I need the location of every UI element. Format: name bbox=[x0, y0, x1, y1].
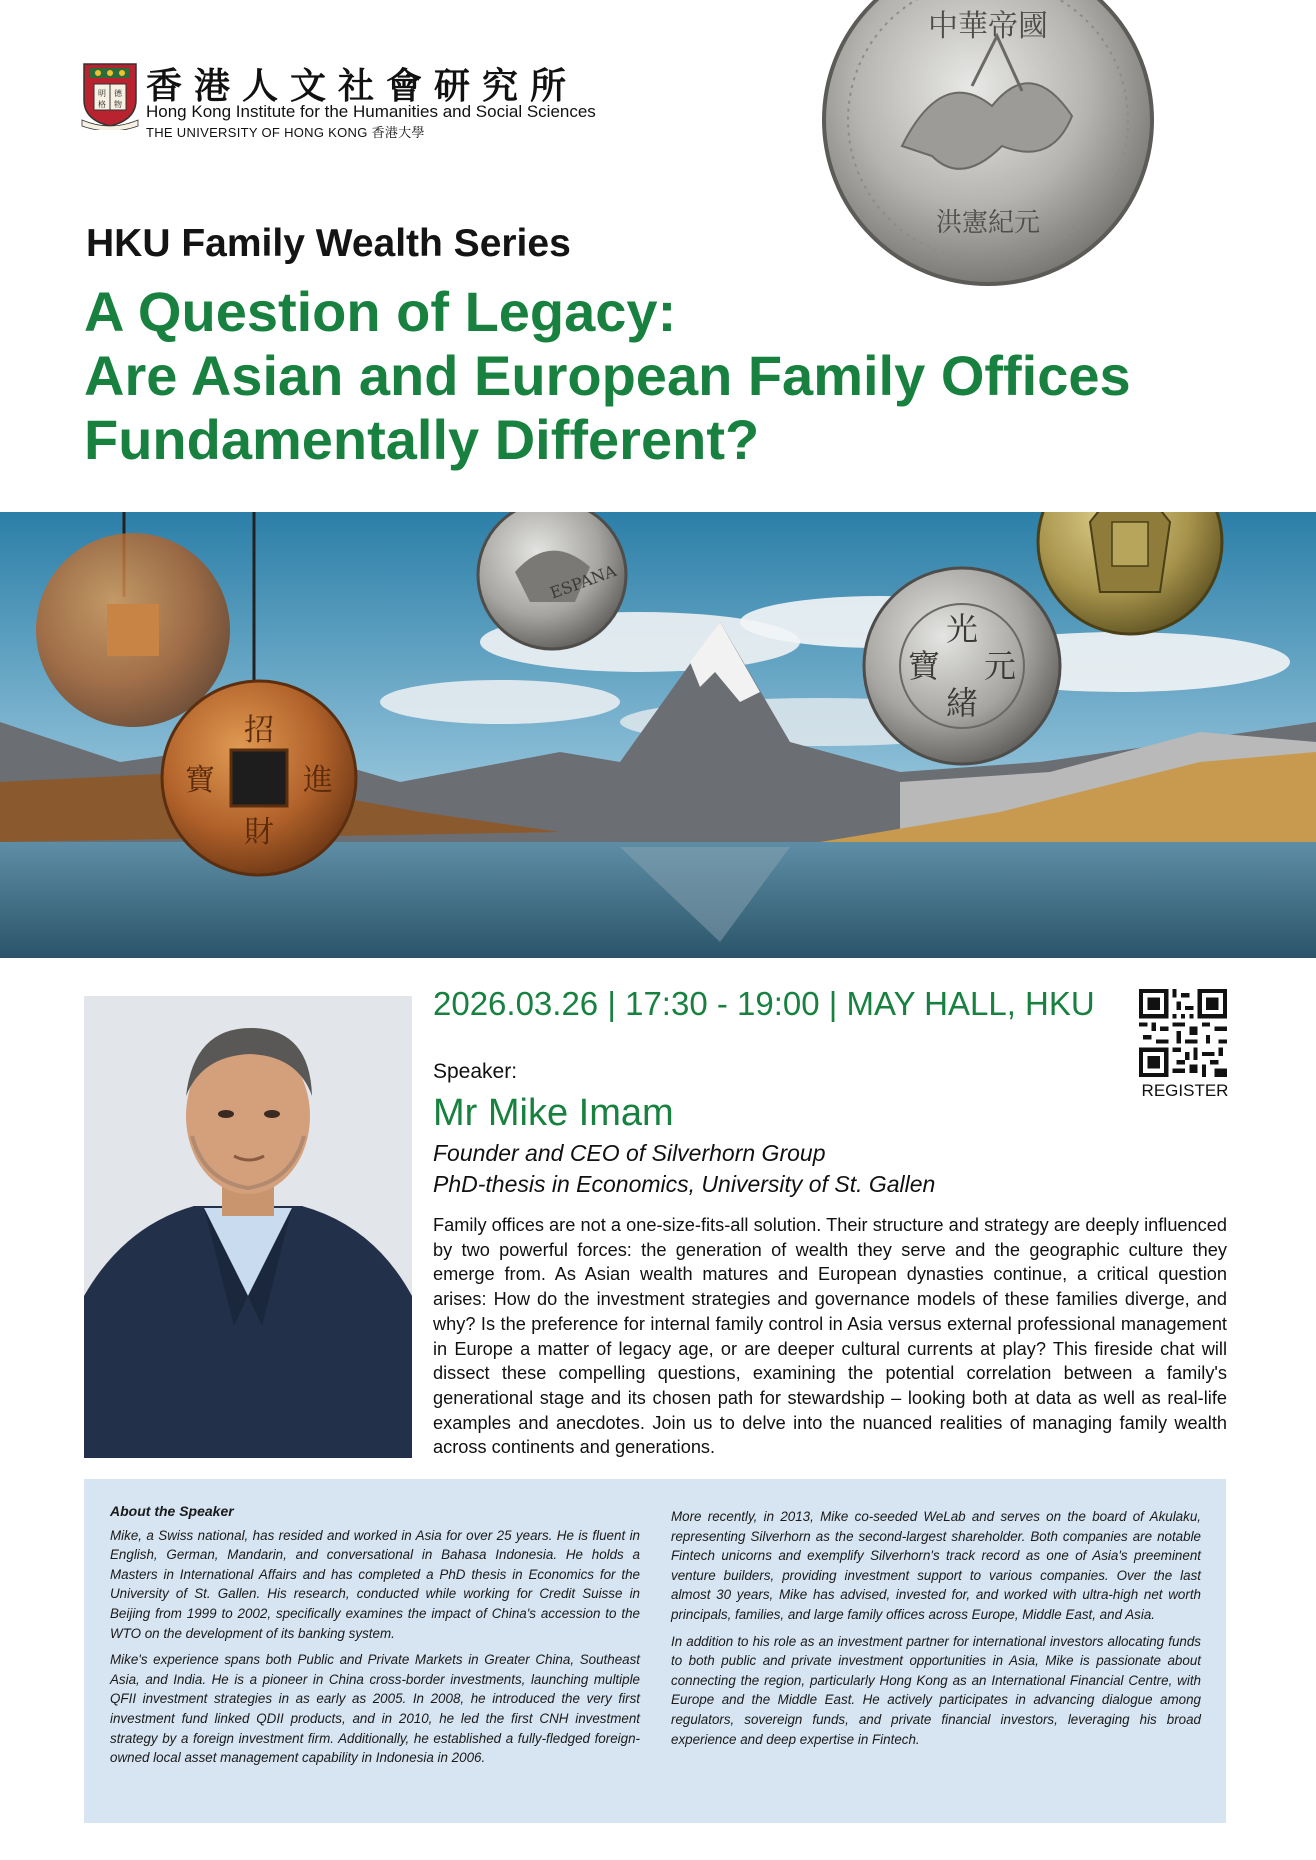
coin-char-left: 寶 bbox=[185, 763, 215, 798]
register-label[interactable]: REGISTER bbox=[1141, 1081, 1229, 1100]
top-coin-bottom-text: 洪憲紀元 bbox=[935, 208, 1041, 238]
about-speaker-section bbox=[84, 1479, 1226, 1823]
about-heading: About the Speaker bbox=[110, 1503, 234, 1519]
about-column-left bbox=[110, 1502, 640, 1775]
event-time: 17:30 - 19:00 bbox=[625, 985, 820, 1022]
svg-text:德: 德 bbox=[114, 89, 122, 98]
event-separator-1: | bbox=[607, 985, 616, 1022]
coin-char-right: 進 bbox=[303, 763, 333, 798]
title-line-1: A Question of Legacy: bbox=[84, 280, 677, 343]
speaker-photo bbox=[84, 996, 412, 1458]
speaker-role: Founder and CEO of Silverhorn Group bbox=[433, 1140, 826, 1166]
speaker-label: Speaker: bbox=[433, 1060, 518, 1083]
title-line-3: Fundamentally Different? bbox=[84, 408, 760, 471]
event-datetime-venue bbox=[433, 985, 1095, 1023]
event-series: HKU Family Wealth Series bbox=[86, 222, 571, 265]
institute-name-english: Hong Kong Institute for the Humanities and Social Sciences bbox=[146, 102, 596, 121]
about-column-right bbox=[671, 1507, 1201, 1756]
speaker-credential: PhD-thesis in Economics, University of St. Gallen bbox=[433, 1171, 936, 1197]
event-venue: MAY HALL, HKU bbox=[846, 985, 1095, 1022]
mountain-lake-banner bbox=[0, 512, 1316, 958]
event-separator-2: | bbox=[828, 985, 838, 1022]
event-abstract: Family offices are not a one-size-fits-all solution. Their structure and strategy are deeply influenced by two powerful forces: the generation of wealth they serve and the geographic culture they emerge from. As Asian wealth matures and European dynasties continue, a critical question arises: How do the investment strategies and governance models of these families diverge, and why? Is the preference for internal family control in Asia versus external professional management in Europe a matter of legacy age, or are deeper cultural currents at play? This fireside chat will dissect these compelling questions, examining the potential correlation between a family's generational stage and its chosen path for stewardship – looking both at data as well as real-life examples and anecdotes. Join us to delve into the nuanced realities of managing family wealth across continents and generations. bbox=[433, 1215, 1227, 1458]
hku-crest-icon bbox=[80, 60, 140, 130]
event-date: 2026.03.26 bbox=[433, 985, 599, 1022]
coin-char-bottom: 財 bbox=[244, 815, 274, 850]
university-name: THE UNIVERSITY OF HONG KONG 香港大學 bbox=[146, 125, 425, 140]
silver-dragon-coin bbox=[822, 0, 1154, 290]
chinese-coin-char-top: 光 bbox=[945, 610, 979, 648]
about-paragraph-4: In addition to his role as an investment partner for international investors allocating funds to both public and private investment opportunities in Asia, Mike is passionate about connecting the region, particularly Hong Kong as an International Financial Centre, with Europe and the Middle East. He actively participates in advancing dialogue among regulators, sovereign funds, and private financial investors, leveraging his broad experience and deep expertise in Fintech. bbox=[671, 1633, 1201, 1747]
about-paragraph-1: Mike, a Swiss national, has resided and worked in Asia for over 25 years. He is fluent in English, German, Mandarin, and conversational in Bahasa Indonesia. He holds a Masters in International Affairs and has completed a PhD thesis in Economics for the University of St. Gallen. His research, conducted while working for Credit Suisse in Beijing from 1999 to 2002, specifically examines the impact of China's accession to the WTO on the development of its banking system. bbox=[110, 1527, 640, 1641]
top-coin-text: 中華帝國 bbox=[928, 9, 1048, 44]
spanish-coin-text: ESPANA bbox=[547, 561, 619, 603]
about-paragraph-3: More recently, in 2013, Mike co-seeded WeLab and serves on the board of Akulaku, representing Silverhorn as the second-largest shareholder. Both companies are notable Fintech unicorns and exemplify Silverhorn's track record as one of Asia's preeminent venture builders, providing investment support to various companies. Over the last almost 30 years, Mike has advised, invested for, and worked with ultra-high net worth principals, families, and large family offices across Europe, Middle East, and Asia. bbox=[671, 1509, 1201, 1622]
chinese-coin-char-bottom: 緒 bbox=[945, 684, 979, 722]
event-title bbox=[84, 280, 1264, 472]
chinese-coin-char-right: 元 bbox=[983, 647, 1017, 685]
svg-text:明: 明 bbox=[98, 89, 106, 98]
svg-text:物: 物 bbox=[114, 100, 122, 109]
register-qr-code[interactable] bbox=[1139, 989, 1227, 1077]
svg-text:格: 格 bbox=[98, 100, 106, 109]
about-paragraph-2: Mike's experience spans both Public and Private Markets in Greater China, Southeast Asia, and India. He is a pioneer in China cross-border investments, launching multiple QFII investment strategies in as early as 2005. In 2008, he introduced the very first investment fund linked QDII products, and in 2010, he led the first CNH investment strategy by a foreign investment firm. Additionally, he established a fully-fledged foreign-owned local asset management capability in Indonesia in 2006. bbox=[110, 1652, 640, 1766]
title-line-2: Are Asian and European Family Offices bbox=[84, 344, 1131, 407]
institute-name-chinese: 香港人文社會研究所 bbox=[146, 65, 579, 107]
speaker-name: Mr Mike Imam bbox=[433, 1092, 674, 1134]
coin-char-top: 招 bbox=[244, 713, 274, 748]
chinese-coin-char-left: 寶 bbox=[907, 647, 941, 685]
